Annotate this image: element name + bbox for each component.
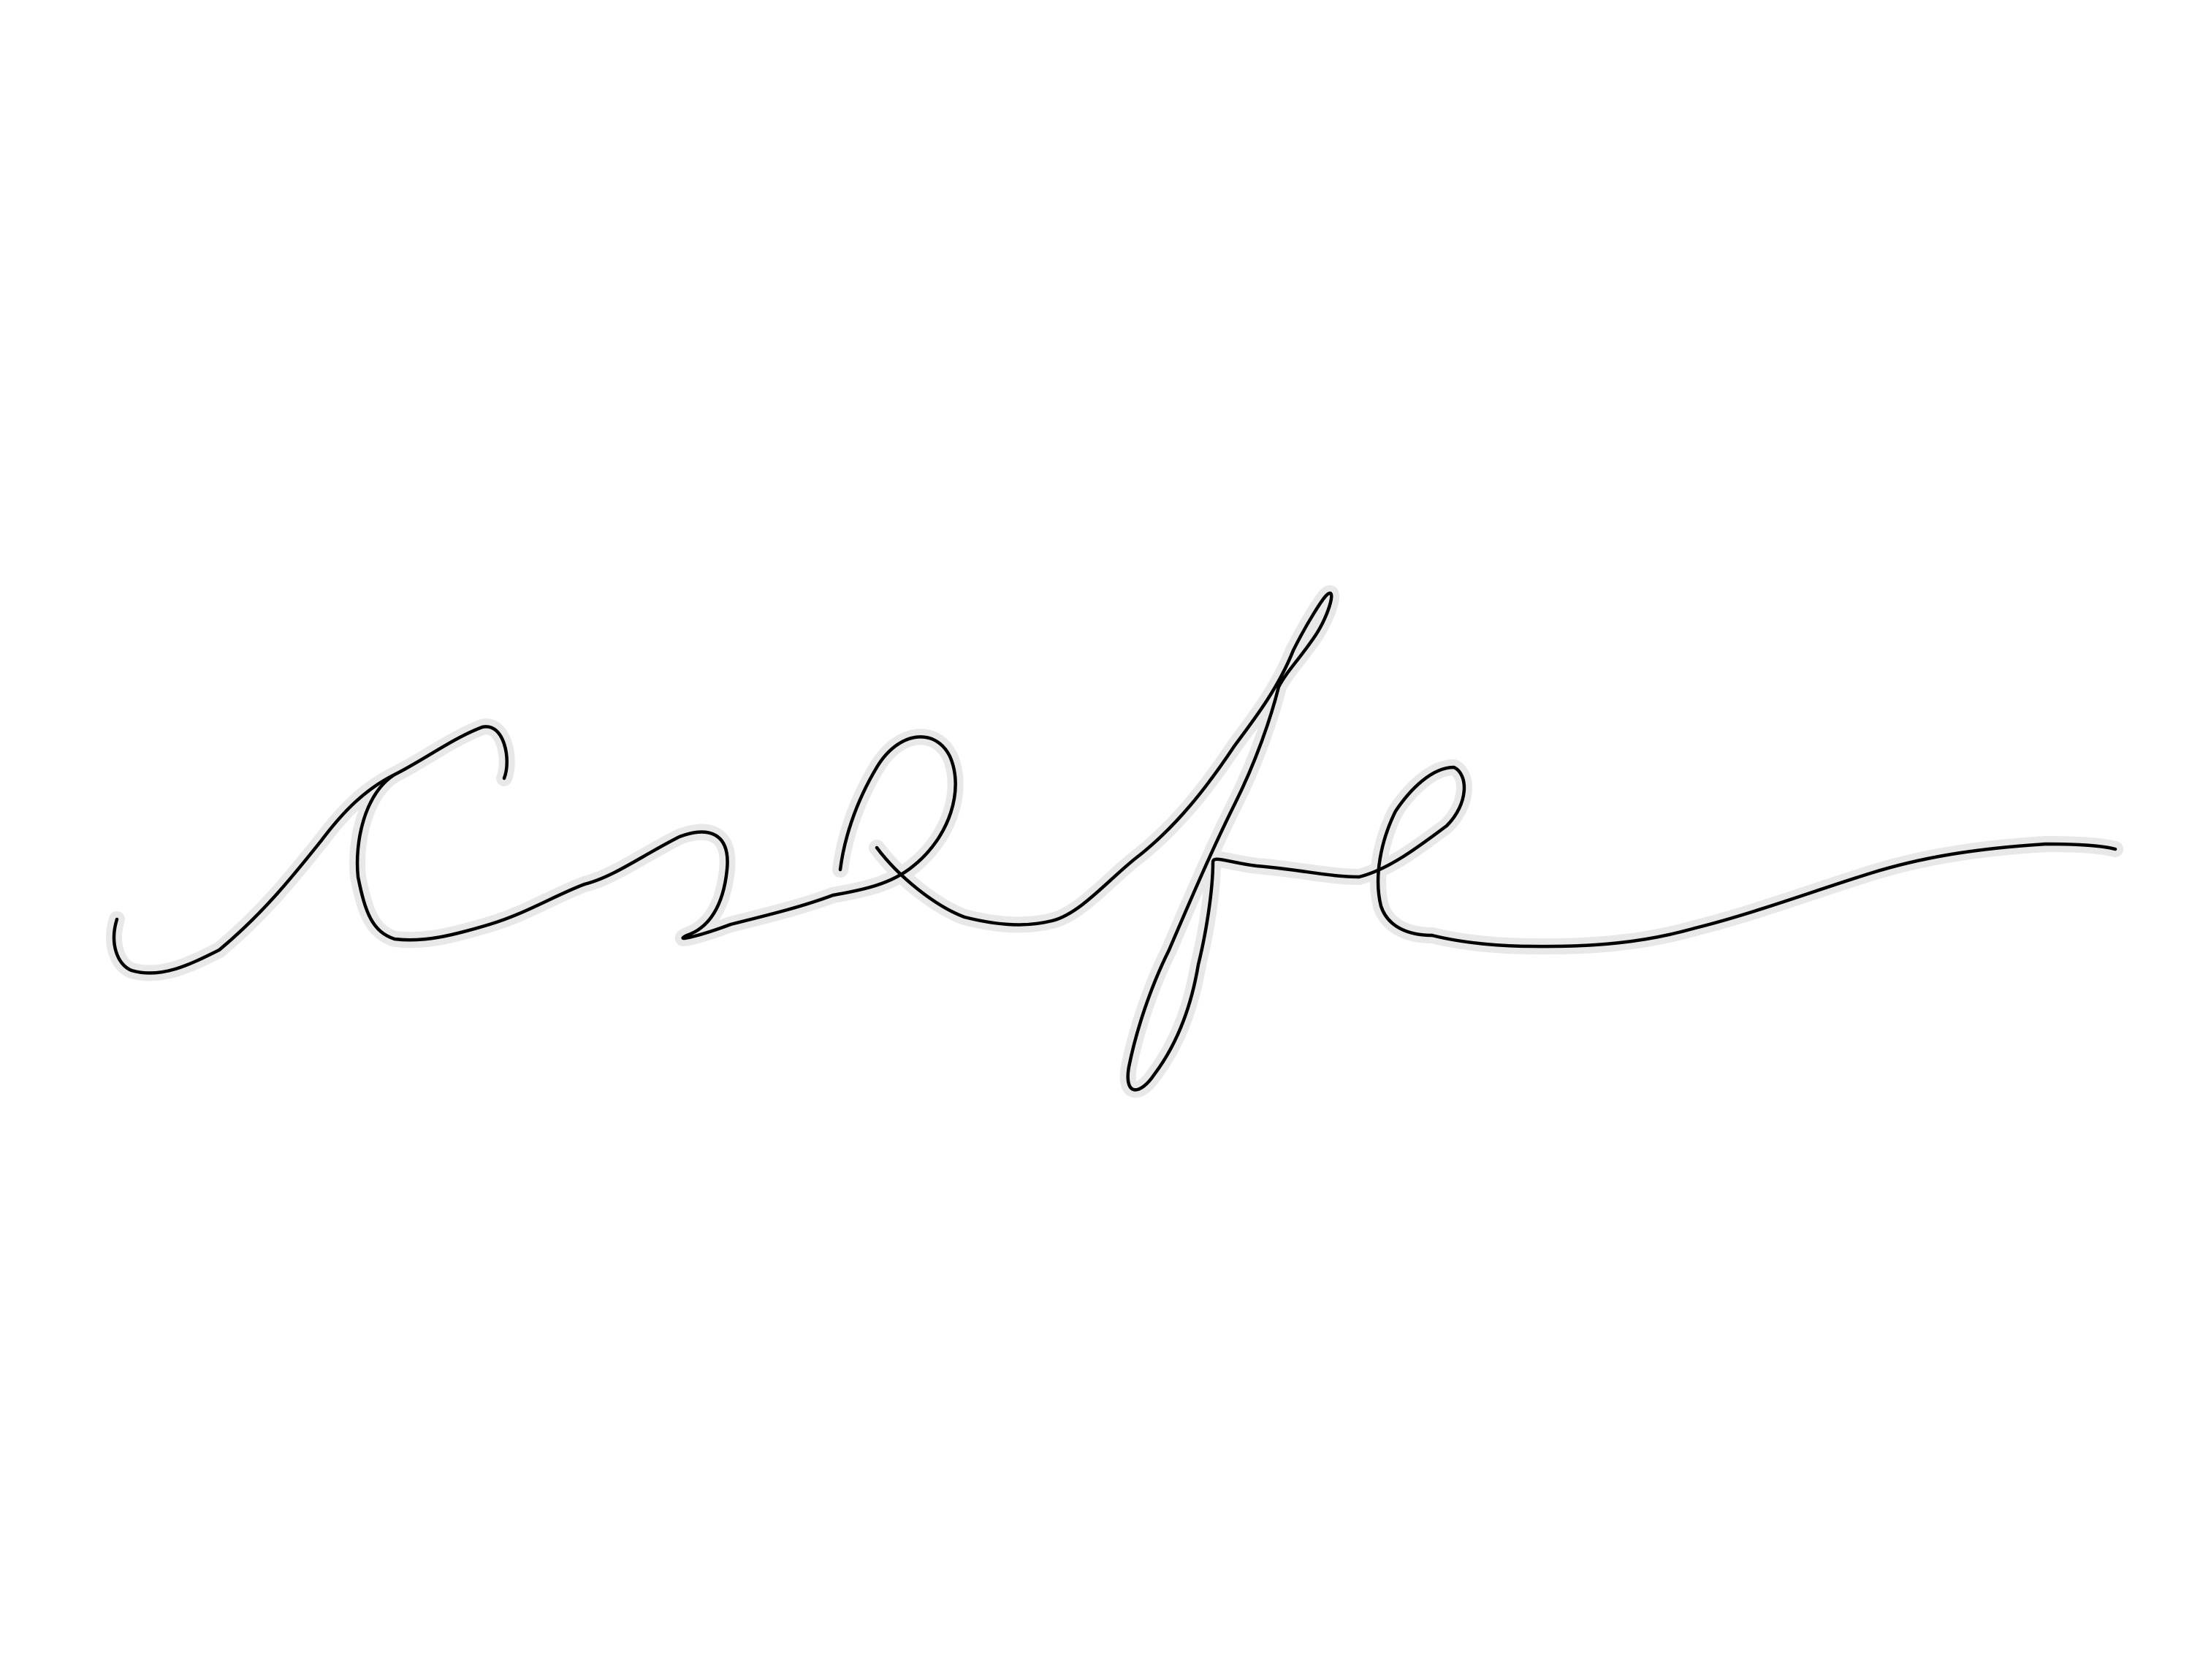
- ink-layer: [114, 593, 2115, 1090]
- stroke-tail: [1432, 844, 2115, 946]
- stroke-f: [877, 593, 1359, 1090]
- stroke-a: [585, 832, 833, 938]
- stroke-s: [357, 775, 585, 940]
- stroke-s-halo: [357, 775, 585, 940]
- ink-halo-layer: [114, 593, 2115, 1090]
- stroke-tail-halo: [1432, 844, 2115, 946]
